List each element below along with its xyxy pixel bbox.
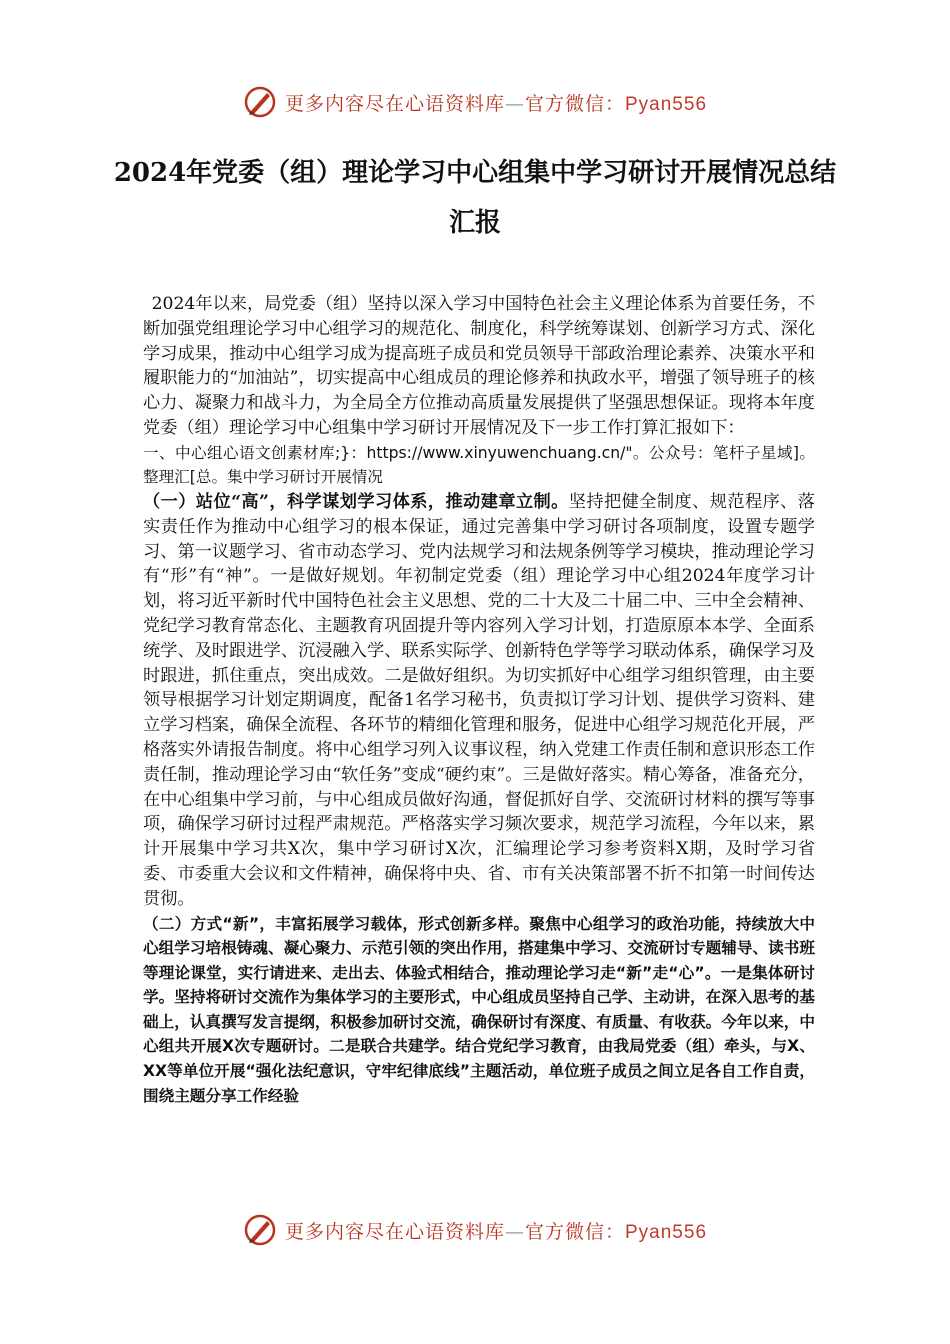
- subsection-1-paragraph: [143, 490, 815, 912]
- watermark-text: 更多内容尽在心语资料库—官方微信：Pyan556: [284, 1220, 708, 1243]
- section-heading: 一、中心组心语文创素材库;}：https://www.xinyuwenchuang.cn/"。公众号：笔杆子星域]。整理汇[总。集中学习研讨开展情况: [143, 443, 815, 487]
- watermark-text: 更多内容尽在心语资料库—官方微信：Pyan556: [284, 92, 708, 115]
- intro-paragraph: 2024年以来，局党委（组）坚持以深入学习中国特色社会主义理论体系为首要任务，不断加强党组理论学习中心组学习的规范化、制度化，科学统筹谋划、创新学习方式、深化学习成果，推动中心组学习成为提高班子成员和党员领导干部政治理论素养、决策水平和履职能力的“加油站”，切实提高中心组成员的理论修养和执政水平，增强了领导班子的核心力、凝聚力和战斗力，为全局全方位推动高质量发展提供了坚强思想保证。现将本年度党委（组）理论学习中心组集中学习研讨开展情况及下一步工作打算汇报如下：: [143, 294, 815, 438]
- subsection-1-lead: （一）站位“高”，科学谋划学习体系，推动建章立制。: [143, 491, 569, 512]
- document-body: [143, 292, 815, 1108]
- watermark-banner-top: [0, 80, 950, 124]
- subsection-1-body: 坚持把健全制度、规范程序、落实责任作为推动中心组学习的根本保证，通过完善集中学习研讨各项制度，设置专题学习、第一议题学习、省市动态学习、党内法规学习和法规条例等学习模块，推动理论学习有“形”有“神”。一是做好规划。年初制定党委（组）理论学习中心组2024年度学习计划，将习近平新时代中国特色社会主义思想、党的二十大及二十届二中、三中全会精神、党纪学习教育常态化、主题教育巩固提升等内容列入学习计划，打造原原本本学、全面系统学、及时跟进学、沉浸融入学、联系实际学、创新特色学等学习联动体系，确保学习及时跟进，抓住重点，突出成效。二是做好组织。为切实抓好中心组学习组织管理，由主要领导根据学习计划定期调度，配备1名学习秘书，负责拟订学习计划、提供学习资料、建立学习档案，确保全流程、各环节的精细化管理和服务，促进中心组学习规范化开展，严格落实外请报告制度。将中心组学习列入议事议程，纳入党建工作责任制和意识形态工作责任制，推动理论学习由“软任务”变成“硬约束”。三是做好落实。精心筹备，准备充分，在中心组集中学习前，与中心组成员做好沟通，督促抓好自学、交流研讨材料的撰写等事项，确保学习研讨过程严肃规范。严格落实学习频次要求，规范学习流程，今年以来，累计开展集中学习共X次，集中学习研讨X次，汇编理论学习参考资料X期，及时学习省委、市委重大会议和文件精神，确保将中央、省、市有关决策部署不折不扣第一时间传达贯彻。: [143, 491, 815, 909]
- pen-logo-icon: [243, 1213, 277, 1247]
- pen-logo-icon: [243, 85, 277, 119]
- document-title: 2024年党委（组）理论学习中心组集中学习研讨开展情况总结汇报: [113, 158, 837, 238]
- watermark-banner-bottom: [0, 1208, 950, 1252]
- subsection-2-paragraph: （二）方式“新”，丰富拓展学习载体，形式创新多样。聚焦中心组学习的政治功能，持续放大中心组学习培根铸魂、凝心聚力、示范引领的突出作用，搭建集中学习、交流研讨专题辅导、读书班等理论课堂，实行请进来、走出去、体验式相结合，推动理论学习走“新”走“心”。一是集体研讨学。坚持将研讨交流作为集体学习的主要形式，中心组成员坚持自己学、主动讲，在深入思考的基础上，认真撰写发言提纲，积极参加研讨交流，确保研讨有深度、有质量、有收获。今年以来，中心组共开展X次专题研讨。二是联合共建学。结合党纪学习教育，由我局党委（组）牵头，与X、XX等单位开展“强化法纪意识，守牢纪律底线”主题活动，单位班子成员之间立足各自工作自责，围绕主题分享工作经验: [143, 914, 815, 1105]
